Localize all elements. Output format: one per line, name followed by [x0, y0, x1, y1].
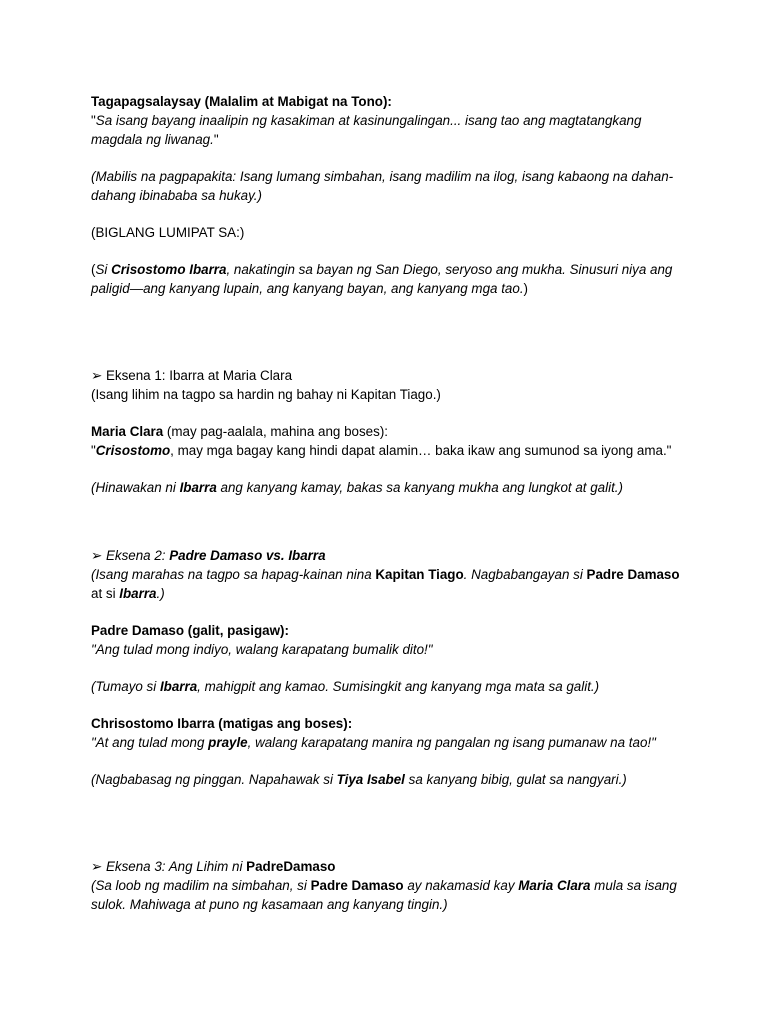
- arrow-icon: ➢: [91, 368, 103, 383]
- scene-1-setting: (Isang lihim na tagpo sa hardin ng bahay ni Kapitan Tiago.): [91, 387, 441, 402]
- transition-direction: (BIGLANG LUMIPAT SA:): [91, 225, 245, 240]
- arrow-icon: ➢: [91, 859, 103, 874]
- scene-2-dialogue-1: "Ang tulad mong indiyo, walang karapatang bumalik dito!": [91, 642, 433, 657]
- scene-1-speaker: Maria Clara (may pag-aalala, mahina ang boses):: [91, 424, 388, 439]
- scene-2-direction-1: (Tumayo si Ibarra, mahigpit ang kamao. Sumisingkit ang kanyang mga mata sa galit.): [91, 679, 600, 694]
- scene-3-setting: (Sa loob ng madilim na simbahan, si Padre Damaso ay nakamasid kay Maria Clara mula sa isang sulok. Mahiwaga at puno ng kasamaan ang kanyang tingin.): [91, 878, 677, 912]
- character-name: Crisostomo Ibarra: [111, 262, 227, 277]
- scene-1-direction: (Hinawakan ni Ibarra ang kanyang kamay, bakas sa kanyang mukha ang lungkot at galit.): [91, 480, 623, 495]
- scene-2-speaker-2: Chrisostomo Ibarra (matigas ang boses):: [91, 716, 353, 731]
- scene-2-speaker-1: Padre Damaso (galit, pasigaw):: [91, 623, 289, 638]
- script-document: [91, 92, 681, 914]
- intro-direction: (Si Crisostomo Ibarra, nakatingin sa bayan ng San Diego, seryoso ang mukha. Sinusuri niya ang paligid—ang kanyang lupain, ang kanyang bayan, ang kanyang mga tao.): [91, 262, 673, 296]
- arrow-icon: ➢: [91, 548, 103, 563]
- narrator-label: Tagapagsalaysay (Malalim at Mabigat na Tono):: [91, 94, 392, 109]
- scene-3-heading: ➢ Eksena 3: Ang Lihim ni PadreDamaso: [91, 859, 336, 874]
- scene-2-dialogue-2: "At ang tulad mong prayle, walang karapatang manira ng pangalan ng isang pumanaw na tao!": [91, 735, 656, 750]
- scene-1-heading: ➢ Eksena 1: Ibarra at Maria Clara: [91, 368, 293, 383]
- flashback-direction: (Mabilis na pagpapakita: Isang lumang simbahan, isang madilim na ilog, isang kabaong na dahan-dahang ibinababa sa hukay.): [91, 169, 674, 203]
- scene-2-direction-2: (Nagbabasag ng pinggan. Napahawak si Tiya Isabel sa kanyang bibig, gulat sa nangyari.): [91, 772, 627, 787]
- scene-2-heading: ➢ Eksena 2: Padre Damaso vs. Ibarra: [91, 548, 326, 563]
- scene-2-setting: (Isang marahas na tagpo sa hapag-kainan nina Kapitan Tiago. Nagbabangayan si Padre Damaso at si Ibarra.): [91, 567, 680, 601]
- narrator-quote: "Sa isang bayang inaalipin ng kasakiman at kasinungalingan... isang tao ang magtatangkang magdala ng liwanag.": [91, 113, 642, 147]
- scene-1-dialogue: "Crisostomo, may mga bagay kang hindi dapat alamin… baka ikaw ang sumunod sa iyong ama.": [91, 443, 672, 458]
